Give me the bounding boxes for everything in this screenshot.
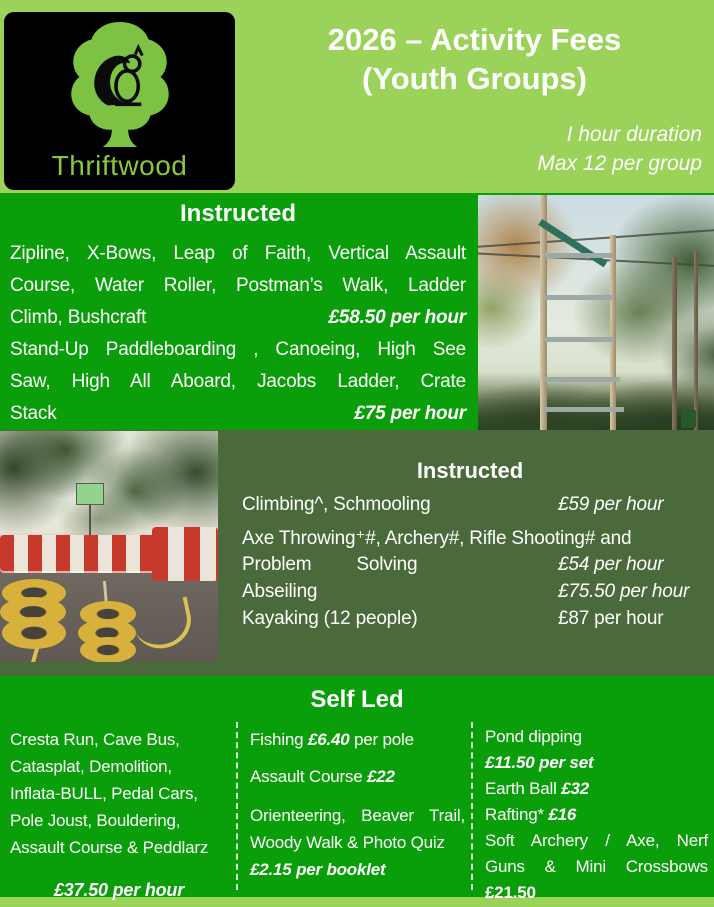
header — [0, 0, 714, 193]
activity-line: Soft Archery / Axe, Nerf — [485, 831, 708, 850]
fee-row — [242, 494, 698, 521]
activity-line: Inflata-BULL, Pedal Cars, — [10, 784, 198, 803]
page-title-line1: 2026 – Activity Fees — [327, 22, 622, 57]
duration-note-line2: Max 12 per group — [537, 152, 702, 175]
self-led-column-1 — [0, 722, 236, 900]
page-title-line2: (Youth Groups) — [362, 61, 587, 96]
logo-wordmark: Thriftwood — [51, 150, 188, 181]
activity-line: Catasplat, Demolition, — [10, 757, 172, 776]
ladder-rung — [544, 407, 624, 412]
page-title — [235, 0, 714, 98]
ropes-pole — [672, 257, 677, 430]
fee-price: £54 per hour — [558, 554, 664, 575]
fee-price: £16 — [548, 805, 577, 824]
fee-label: Problem Solving — [242, 554, 418, 575]
fee-label: Rafting* — [485, 805, 544, 824]
price-value: £58.50 per hour — [328, 307, 466, 328]
price-value: £2.15 per booklet — [250, 860, 386, 879]
duration-note-line1: I hour duration — [566, 123, 702, 146]
fee-label: Assault Course — [250, 767, 363, 786]
self-led-column-3 — [471, 722, 714, 902]
self-led-columns — [0, 722, 714, 902]
fee-price: £21.50 — [485, 883, 536, 902]
fee-price: £11.50 per set — [485, 753, 594, 772]
fee-row — [242, 554, 698, 581]
fee-row — [250, 726, 465, 753]
section-self-led — [0, 676, 714, 902]
fee-label: Kayaking (12 people) — [242, 608, 418, 629]
activity-line: Course, Water Roller, Postman’s Walk, Ladder — [10, 275, 466, 296]
ropes-pole — [610, 235, 616, 430]
activity-line: Orienteering, Beaver Trail, — [250, 806, 465, 825]
fee-label: Abseiling — [242, 581, 318, 602]
fee-row — [250, 763, 465, 790]
fee-label: Earth Ball — [485, 779, 557, 798]
fee-list — [242, 494, 698, 635]
tire-stack — [80, 637, 136, 662]
ladder-rung — [544, 377, 620, 382]
activity-line: Woody Walk & Photo Quiz — [250, 833, 445, 852]
instructed-main-text — [0, 193, 478, 430]
price-value: £37.50 per hour — [53, 880, 185, 900]
price-value: £75 per hour — [354, 403, 466, 424]
ladder-rung — [544, 295, 614, 300]
activity-price-row — [10, 398, 466, 430]
fee-label: Pond dipping — [485, 727, 582, 746]
track-sign-pole — [89, 505, 91, 539]
fee-price: £87 per hour — [558, 608, 664, 629]
wire-line — [478, 228, 714, 249]
instructed-dark-text — [242, 430, 706, 635]
activity-list — [10, 238, 466, 430]
activity-line: Stand-Up Paddleboarding , Canoeing, High See — [10, 339, 466, 360]
fee-price: £32 — [561, 779, 589, 798]
track-barriers — [152, 527, 218, 581]
ropes-pole — [694, 251, 698, 430]
section-heading: Instructed — [179, 200, 296, 227]
track-marking — [130, 596, 196, 653]
karting-track-photo — [0, 431, 218, 662]
thriftwood-logo — [4, 12, 235, 190]
ladder-rung — [544, 253, 614, 258]
ropes-beam — [538, 219, 607, 267]
tree-squirrel-icon — [60, 18, 180, 150]
fee-unit: per pole — [354, 730, 414, 749]
fee-row — [485, 802, 708, 828]
section-heading: Self Led — [310, 686, 404, 713]
duration-note — [537, 120, 702, 178]
fee-row — [242, 581, 698, 608]
activity-line: Assault Course & Peddlarz — [10, 838, 209, 857]
activity-line: Stack — [10, 403, 57, 424]
activity-line: Climb, Bushcraft — [10, 307, 147, 328]
fee-price: £59 per hour — [558, 494, 664, 515]
activity-line: Saw, High All Aboard, Jacobs Ladder, Crate — [10, 371, 466, 392]
fee-label: Axe Throwing⁺#, Archery#, Rifle Shooting# and — [242, 528, 632, 549]
tire-stack — [2, 617, 66, 649]
track-sign — [76, 483, 104, 505]
self-led-column-2 — [236, 722, 471, 890]
ladder-rung — [544, 337, 614, 342]
section-instructed-dark — [0, 430, 714, 676]
activity-line: Guns & Mini Crossbows — [485, 857, 708, 876]
fee-row — [485, 776, 708, 802]
green-bin — [681, 410, 696, 428]
activity-line: Zipline, X-Bows, Leap of Faith, Vertical Assault — [10, 243, 466, 264]
fee-price: £22 — [367, 767, 395, 786]
fee-price: £75.50 per hour — [558, 581, 690, 602]
fee-row — [242, 527, 698, 554]
activity-line: Cresta Run, Cave Bus, — [10, 730, 180, 749]
high-ropes-photo — [478, 195, 714, 430]
fee-label: Fishing — [250, 730, 304, 749]
fee-label: Climbing^, Schmooling — [242, 494, 431, 515]
fee-price: £6.40 — [307, 730, 350, 749]
section-instructed-main — [0, 193, 714, 430]
activity-line: Pole Joust, Bouldering, — [10, 811, 181, 830]
activity-price-row — [10, 302, 466, 334]
fee-row — [242, 608, 698, 635]
section-heading: Instructed — [416, 458, 524, 483]
